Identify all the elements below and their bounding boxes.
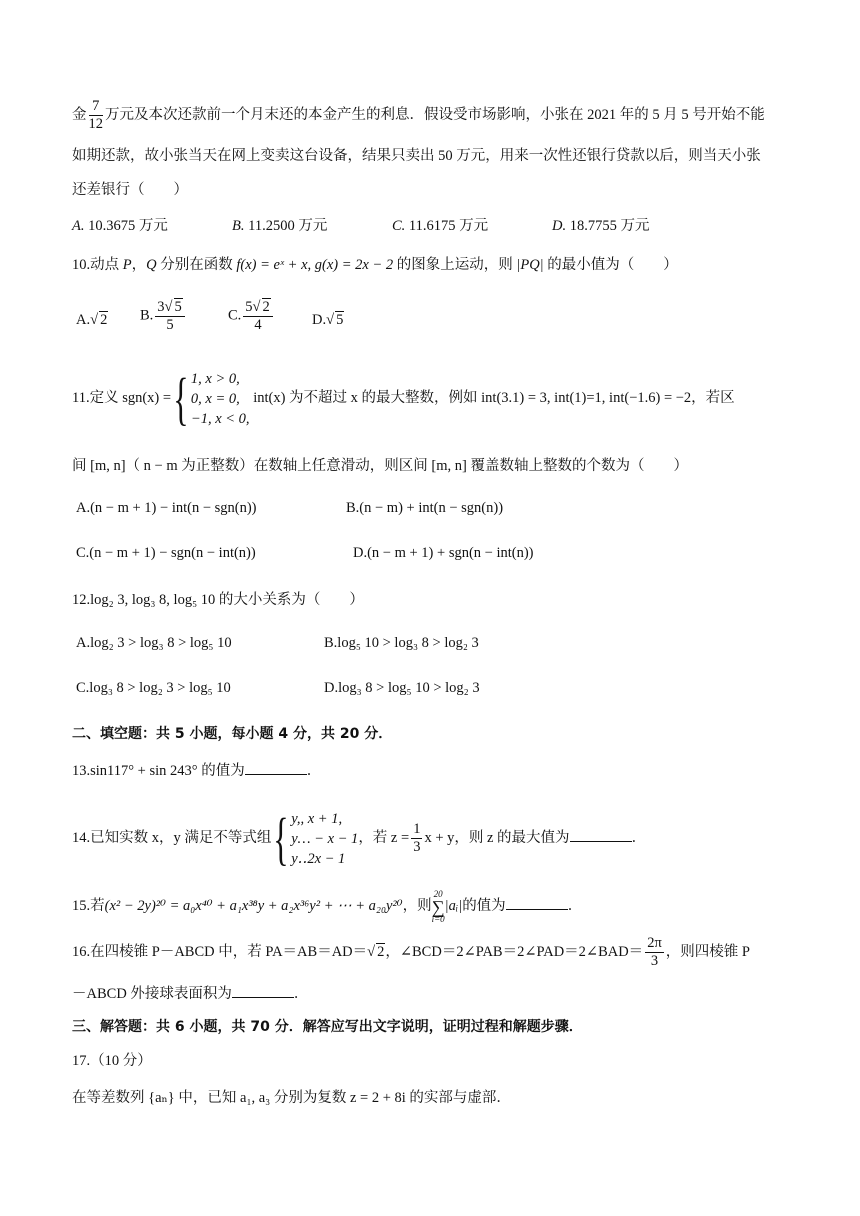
q17-text: 在等差数列 {aₙ} 中，已知 a₁, a₃ 分别为复数 z = 2 + 8i 的实部与虚部． (72, 1090, 511, 1106)
q9-option-b: B. 11.2500 万元 (232, 218, 328, 234)
q9-line2: 如期还款，故小张当天在网上变卖这台设备，结果只卖出 50 万元，用来一次性还银行贷款以后，则当天小张 (72, 148, 761, 164)
q10-option-c: C. $\frac{5√ 2}{4}$ (228, 298, 275, 334)
q13-blank (245, 760, 307, 775)
q11-option-b: B.(n − m) + int(n − sgn(n)) (346, 500, 504, 516)
q15-sum: 20 ∑ i=0 (431, 888, 445, 924)
q14-blank (570, 827, 632, 842)
q16-blank (232, 983, 294, 998)
q14-cases: y,, x + 1, y… − x − 1 y‥2x − 1 (291, 810, 359, 867)
q11-line2: 间 [m, n]（ n − m 为正整数）在数轴上任意滑动，则区间 [m, n] 覆盖数轴上整数的个数为（ ） (72, 458, 688, 474)
q11-option-d: D.(n − m + 1) + sgn(n − int(n)) (353, 545, 534, 561)
q11-option-c: C.(n − m + 1) − sgn(n − int(n)) (76, 545, 256, 561)
q10-option-d: D.√ 5 (312, 312, 344, 328)
q11-stem: 11.定义 sgn(x) ={ 1, x > 0, 0, x = 0, −1, x < 0, int(x) 为不超过 x 的最大整数，例如 int(3.1) = 3, int(1)=1, int(−1.6) = −2，若区 (72, 365, 735, 431)
q12-option-a: A.log₂ 3 > log₃ 8 > log₅ 10 (76, 635, 232, 651)
q9-option-c: C. 11.6175 万元 (392, 218, 489, 234)
q11-option-a: A.(n − m + 1) − int(n − sgn(n)) (76, 500, 257, 516)
q12-option-c: C.log₃ 8 > log₂ 3 > log₅ 10 (76, 680, 231, 696)
section-answer-heading: 三、解答题：共 6 小题，共 70 分．解答应写出文字说明，证明过程和解题步骤． (72, 1019, 583, 1035)
q9-line3: 还差银行（ ） (72, 182, 188, 198)
q15-blank (506, 895, 568, 910)
q15-stem: 15.若(x² − 2y)²⁰ = a₀x⁴⁰ + a₁x³⁸y + a₂x³⁶y² + ⋯ + a₂₀y²⁰，则 20 ∑ i=0 |aᵢ|的值为 ． (72, 888, 583, 924)
q10-option-b: B. $\frac{3√ 5}{5}$ (140, 298, 187, 334)
q9-fraction: $\frac{7}{12}$ (88, 98, 103, 132)
q16-stem: 16.在四棱锥 P－ABCD 中，若 PA＝AB＝AD＝√ 2，∠BCD＝2∠PAB＝2∠PAD＝2∠BAD＝ $\frac{2\pi}{3}$ ，则四棱锥 P (72, 935, 750, 970)
q10-option-a: A.√ 2 (76, 312, 108, 328)
q13-expr: sin117° + sin 243° (90, 763, 198, 779)
q10-abs: |PQ| (516, 257, 544, 273)
q12-option-b: B.log₅ 10 > log₃ 8 > log₂ 3 (324, 635, 479, 651)
q11-brace: { (173, 365, 189, 431)
q9-prefix: 金 (72, 106, 87, 123)
q13-stem: 13.sin117° + sin 243° 的值为 ． (72, 760, 798, 781)
q16-line2: －ABCD 外接球表面积为 ． (72, 983, 798, 1004)
section-fill-in-heading: 二、填空题：共 5 小题，每小题 4 分，共 20 分． (72, 726, 393, 742)
q10-function: f(x) = eˣ + x, g(x) = 2x − 2 (236, 257, 394, 273)
q9-option-a: A. 10.3675 万元 (72, 218, 168, 234)
q17-header: 17.（10 分） (72, 1053, 152, 1069)
q12-option-d: D.log₃ 8 > log₅ 10 > log₂ 3 (324, 680, 480, 696)
q9-line1-text: 万元及本次还款前一个月末还的本金产生的利息．假设受市场影响，小张在 2021 年的 5 月 5 号开始不能 (105, 106, 765, 123)
q10-stem: 10.动点 P，Q 分别在函数 f(x) = eˣ + x, g(x) = 2x − 2 的图象上运动，则 |PQ| 的最小值为（ ） (72, 257, 678, 273)
q9-option-d: D. 18.7755 万元 (552, 218, 650, 234)
q9-line1 (72, 98, 798, 133)
q15-expr: (x² − 2y)²⁰ = a₀x⁴⁰ + a₁x³⁸y + a₂x³⁶y² + ⋯ + a₂₀y²⁰ (104, 898, 403, 914)
q14-stem: 14.已知实数 x，y 满足不等式组{ y,, x + 1, y… − x − 1 y‥2x − 1 ，若 z = $\frac{1}{3}$ x + y，则 z 的最大值为 ． (72, 805, 647, 871)
q11-cases: 1, x > 0, 0, x = 0, −1, x < 0, (190, 370, 250, 427)
q12-stem: 12.log₂ 3, log₃ 8, log₅ 10 的大小关系为（ ） (72, 592, 364, 608)
